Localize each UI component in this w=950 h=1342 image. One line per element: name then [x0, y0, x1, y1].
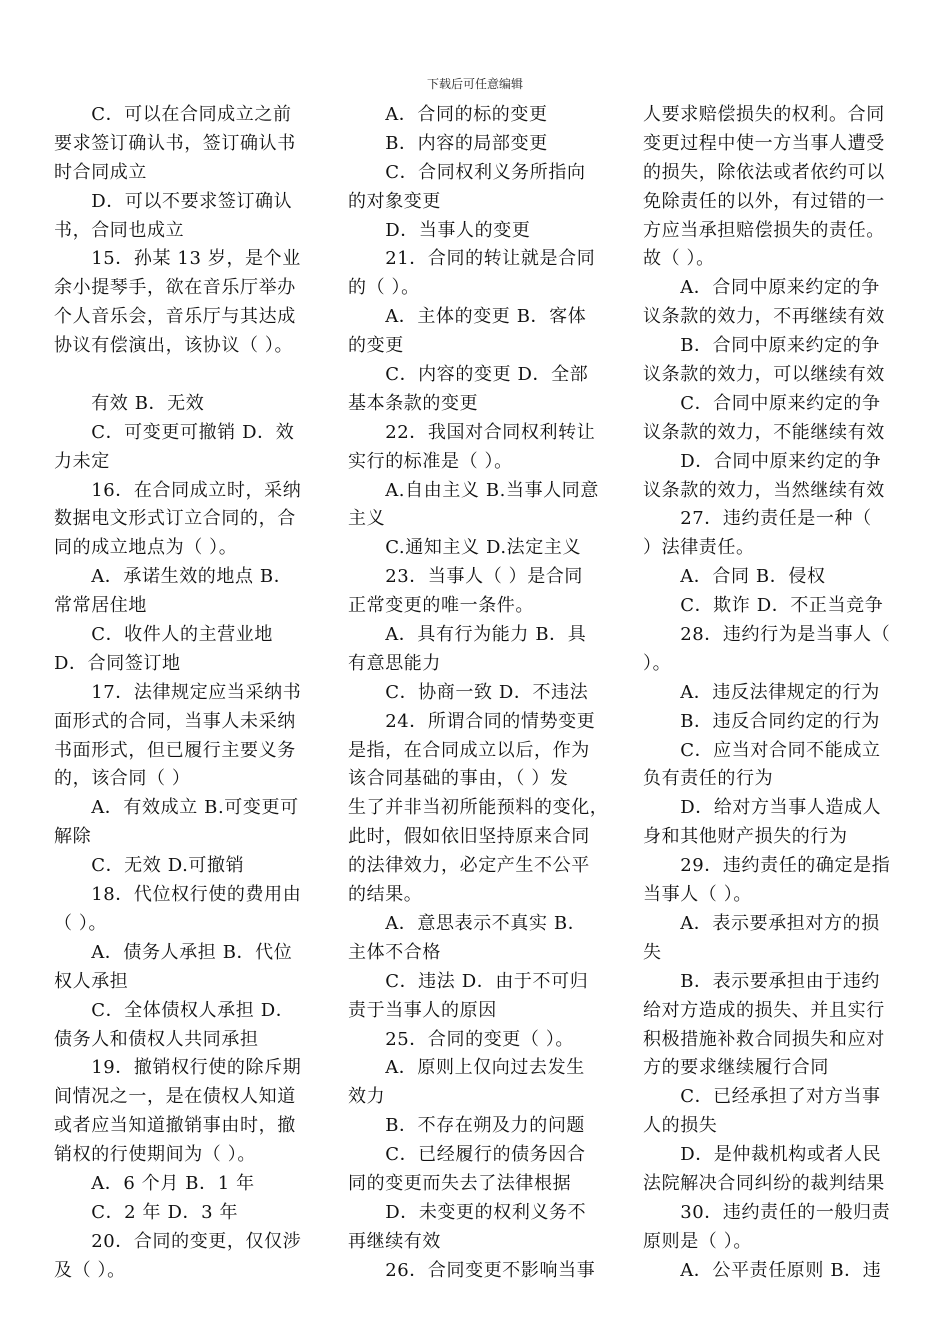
text-line: A．公平责任原则 B．违 — [643, 1259, 882, 1281]
text-line: 积极措施补救合同损失和应对 — [643, 1028, 885, 1050]
text-line: C.通知主义 D.法定主义 — [348, 537, 582, 559]
text-line: 25．合同的变更（ ）。 — [348, 1028, 575, 1050]
text-line: B．合同中原来约定的争 — [643, 335, 881, 357]
text-line: 18．代位权行使的费用由 — [54, 884, 302, 906]
text-line: 负有责任的行为 — [643, 768, 774, 790]
text-line: C．2 年 D．3 年 — [54, 1201, 239, 1223]
text-line: 常常居住地 — [54, 595, 147, 617]
text-line: 给对方造成的损失、并且实行 — [643, 999, 885, 1021]
text-line: A．违反法律规定的行为 — [643, 681, 880, 703]
text-line: 书面形式，但已履行主要义务 — [54, 739, 296, 761]
text-line: D．是仲裁机构或者人民 — [643, 1144, 882, 1166]
text-line: 方的要求继续履行合同 — [643, 1057, 829, 1079]
text-line: 基本条款的变更 — [348, 392, 479, 414]
text-line: C．全体债权人承担 D． — [54, 999, 295, 1021]
text-line: 效力 — [348, 1086, 386, 1108]
text-line: C．欺诈 D．不正当竞争 — [643, 595, 884, 617]
text-line: A．意思表示不真实 B． — [348, 912, 587, 934]
text-line: B．内容的局部变更 — [348, 132, 548, 154]
text-line: 16．在合同成立时，采纳 — [54, 479, 302, 501]
text-line: 失 — [643, 941, 662, 963]
text-line: C．违法 D．由于不可归 — [348, 970, 589, 992]
text-line: A．合同的标的变更 — [348, 104, 548, 125]
text-line: 间情况之一，是在债权人知道 — [54, 1086, 296, 1108]
text-line: 19．撤销权行使的除斥期 — [54, 1057, 302, 1079]
text-line: B．不存在朔及力的问题 — [348, 1115, 586, 1137]
text-line: A．具有行为能力 B．具 — [348, 624, 587, 646]
text-line — [54, 361, 316, 390]
text-line: D．未变更的权利义务不 — [348, 1201, 587, 1223]
text-line: 议条款的效力，当然继续有效 — [643, 479, 885, 501]
text-line: D．可以不要求签订确认 — [54, 190, 293, 212]
text-line: A．债务人承担 B．代位 — [54, 941, 293, 963]
text-line: C．已经承担了对方当事 — [643, 1086, 881, 1108]
text-line: 15．孙某 13 岁，是个业 — [54, 248, 301, 270]
text-line: ）法律责任。 — [643, 537, 755, 559]
text-line: C．已经履行的债务因合 — [348, 1144, 586, 1166]
text-line: 责于当事人的原因 — [348, 999, 497, 1021]
text-line: 21．合同的转让就是合同 — [348, 248, 596, 270]
text-line: 有意思能力 — [348, 652, 441, 674]
text-line: 的损失，除依法或者依约可以 — [643, 161, 885, 183]
text-line: 再继续有效 — [348, 1230, 441, 1252]
text-line: A．承诺生效的地点 B． — [54, 566, 293, 588]
text-line: A.自由主义 B.当事人同意 — [348, 479, 599, 501]
text-line: D．合同中原来约定的争 — [643, 450, 882, 472]
text-line: 身和其他财产损失的行为 — [643, 826, 848, 848]
text-line: 22．我国对合同权利转让 — [348, 421, 596, 443]
text-line: 免除责任的以外，有过错的一 — [643, 190, 885, 212]
text-line: C．应当对合同不能成立 — [643, 739, 881, 761]
text-line: 是指，在合同成立以后，作为 — [348, 739, 590, 761]
text-line: 实行的标准是（ ）。 — [348, 450, 513, 472]
text-line: C．合同权利义务所指向 — [348, 161, 586, 183]
text-line: 的法律效力，必定产生不公平 — [348, 855, 590, 877]
text-line: 变更过程中使一方当事人遭受 — [643, 132, 885, 154]
text-line: 24．所谓合同的情势变更 — [348, 710, 596, 732]
page-header: 下载后可任意编辑 — [426, 77, 523, 91]
text-line: 正常变更的唯一条件。 — [348, 595, 534, 617]
text-line: D．当事人的变更 — [348, 219, 531, 241]
text-line: 的，该合同（ ） — [54, 768, 191, 790]
text-line: 17．法律规定应当采纳书 — [54, 681, 302, 703]
text-line: 面形式的合同，当事人未采纳 — [54, 710, 296, 732]
text-line: 原则是（ ）。 — [643, 1230, 752, 1252]
text-line: （ ）。 — [54, 912, 108, 934]
text-line: 人的损失 — [643, 1115, 718, 1137]
text-line: 销权的行使期间为（ ）。 — [54, 1144, 256, 1166]
text-line: 主义 — [348, 508, 386, 530]
text-line: ）。 — [643, 652, 672, 674]
text-line: 解除 — [54, 826, 92, 848]
text-column-2 — [348, 101, 610, 1286]
text-line: B．表示要承担由于违约 — [643, 970, 881, 992]
text-line: A．有效成立 B.可变更可 — [54, 797, 299, 819]
text-line: 该合同基础的事由，（ ）发 — [348, 768, 569, 790]
text-line: 23．当事人（ ）是合同 — [348, 566, 584, 588]
text-line: 及（ ）。 — [54, 1259, 126, 1281]
text-line: 时合同成立 — [54, 161, 147, 183]
text-line: C．内容的变更 D．全部 — [348, 364, 589, 386]
text-line: 议条款的效力，不能继续有效 — [643, 421, 885, 443]
text-line: D．合同签订地 — [54, 652, 181, 674]
text-line: 的对象变更 — [348, 190, 441, 212]
text-line: A．合同中原来约定的争 — [643, 277, 880, 299]
text-line: 同的变更而失去了法律根据 — [348, 1172, 572, 1194]
text-line: 或者应当知道撤销事由时，撤 — [54, 1115, 296, 1137]
text-line: 要求签订确认书，签订确认书 — [54, 132, 296, 154]
text-line: A．主体的变更 B．客体 — [348, 306, 587, 328]
text-line: 债务人和债权人共同承担 — [54, 1028, 259, 1050]
text-line: 此时，假如依旧坚持原来合同 — [348, 826, 590, 848]
text-line: 的变更 — [348, 335, 404, 357]
text-line: 方应当承担赔偿损失的责任。 — [643, 219, 885, 241]
text-line: 的结果。 — [348, 884, 423, 906]
text-column-1 — [54, 101, 316, 1286]
text-line: 同的成立地点为（ ）。 — [54, 537, 238, 559]
text-line: 故（ ）。 — [643, 248, 715, 270]
text-line: C．协商一致 D．不违法 — [348, 681, 589, 703]
text-line: 书，合同也成立 — [54, 219, 185, 241]
text-line: 29．违约责任的确定是指 — [643, 855, 891, 877]
text-line: 20．合同的变更，仅仅涉 — [54, 1230, 302, 1252]
text-line: 议条款的效力，可以继续有效 — [643, 364, 885, 386]
text-line: D．给对方当事人造成人 — [643, 797, 882, 819]
text-line: 主体不合格 — [348, 941, 441, 963]
text-line: 28．违约行为是当事人（ — [643, 624, 891, 646]
text-line: C．无效 D.可撤销 — [54, 855, 245, 877]
text-line: 数据电文形式订立合同的，合 — [54, 508, 296, 530]
text-line: C．收件人的主营业地 — [54, 624, 273, 646]
text-line: C．可以在合同成立之前 — [54, 104, 292, 125]
text-line: A．原则上仅向过去发生 — [348, 1057, 585, 1079]
text-line: 议条款的效力，不再继续有效 — [643, 306, 885, 328]
text-line: 30．违约责任的一般归责 — [643, 1201, 891, 1223]
text-line: 有效 B．无效 — [54, 392, 205, 414]
text-line: C．可变更可撤销 D．效 — [54, 421, 295, 443]
text-line: 生了并非当初所能预料的变化， — [348, 797, 609, 819]
text-line: 人要求赔偿损失的权利。合同 — [643, 104, 885, 125]
text-line: 的（ ）。 — [348, 277, 420, 299]
text-line: 权人承担 — [54, 970, 129, 992]
text-line: 26．合同变更不影响当事 — [348, 1259, 596, 1281]
text-line: C．合同中原来约定的争 — [643, 392, 881, 414]
text-line: 当事人（ ）。 — [643, 884, 752, 906]
text-line: 27．违约责任是一种（ — [643, 508, 872, 530]
text-line: 协议有偿演出，该协议（ ）。 — [54, 335, 294, 357]
text-line: A．表示要承担对方的损 — [643, 912, 880, 934]
text-line: 个人音乐会，音乐厅与其达成 — [54, 306, 296, 328]
text-line: 力未定 — [54, 450, 110, 472]
text-line: B．违反合同约定的行为 — [643, 710, 881, 732]
text-line: 余小提琴手，欲在音乐厅举办 — [54, 277, 296, 299]
text-column-3 — [643, 101, 905, 1286]
text-line: A．合同 B．侵权 — [643, 566, 826, 588]
text-line: 法院解决合同纠纷的裁判结果 — [643, 1172, 885, 1194]
text-line: A．6 个月 B．1 年 — [54, 1172, 255, 1194]
